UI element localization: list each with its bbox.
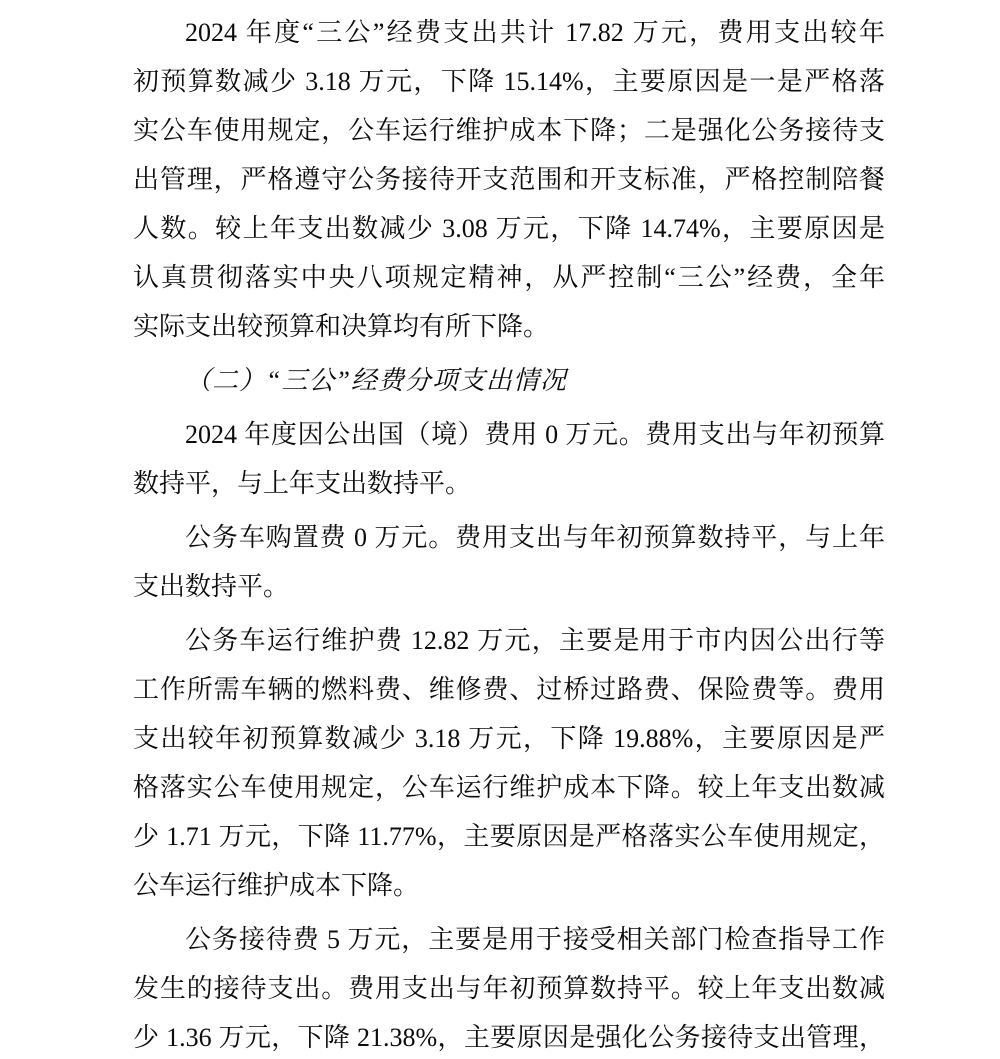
text-line: 实公车使用规定，公车运行维护成本下降；二是强化公务接待支 [133,116,885,145]
text-line: 公务车购置费 0 万元。费用支出与年初预算数持平，与上年 [185,523,885,552]
text-line: 公务车运行维护费 12.82 万元，主要是用于市内因公出行等 [185,626,885,655]
text-line: 初预算数减少 3.18 万元，下降 15.14%，主要原因是一是严格落 [133,67,885,96]
text-line: 少 1.71 万元，下降 11.77%，主要原因是严格落实公车使用规定， [133,822,885,851]
text-line: 支出较年初预算数减少 3.18 万元，下降 19.88%，主要原因是严 [133,724,885,753]
heading-line: （二）“三公”经费分项支出情况 [185,366,567,395]
body-paragraph [133,410,885,508]
text-line: 工作所需车辆的燃料费、维修费、过桥过路费、保险费等。费用 [133,675,885,704]
body-paragraph [133,616,885,910]
text-line: 公务接待费 5 万元，主要是用于接受相关部门检查指导工作 [185,925,885,954]
text-line: 人数。较上年支出数减少 3.08 万元，下降 14.74%，主要原因是 [133,214,885,243]
section-heading [133,356,885,405]
text-line: 实际支出较预算和决算均有所下降。 [133,312,550,341]
body-paragraph [133,8,885,351]
text-line: 发生的接待支出。费用支出与年初预算数持平。较上年支出数减 [133,974,885,1003]
body-paragraph [133,513,885,611]
text-line: 格落实公车使用规定，公车运行维护成本下降。较上年支出数减 [133,773,885,802]
text-line: 支出数持平。 [133,572,290,601]
text-line: 数持平，与上年支出数持平。 [133,469,472,498]
text-line: 出管理，严格遵守公务接待开支范围和开支标准，严格控制陪餐 [133,165,885,194]
text-line: 少 1.36 万元，下降 21.38%，主要原因是强化公务接待支出管理， [133,1023,885,1052]
text-line: 公车运行维护成本下降。 [133,871,420,900]
text-line: 2024 年度“三公”经费支出共计 17.82 万元，费用支出较年 [185,18,885,47]
text-line: 2024 年度因公出国（境）费用 0 万元。费用支出与年初预算 [185,420,885,449]
text-line: 认真贯彻落实中央八项规定精神，从严控制“三公”经费，全年 [133,263,885,292]
body-paragraph [133,915,885,1059]
